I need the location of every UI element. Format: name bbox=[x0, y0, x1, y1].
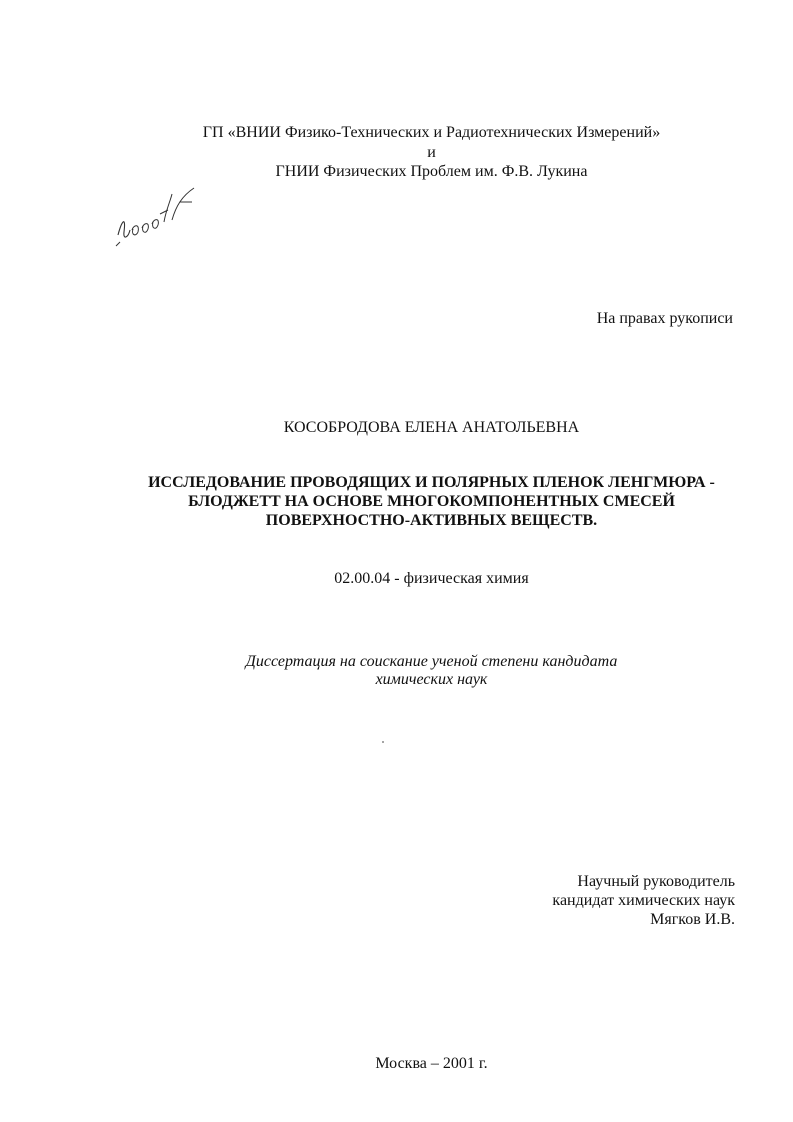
dissertation-line-1: Диссертация на соискание ученой степени кандидата bbox=[245, 653, 618, 670]
city-year-footer: Москва – 2001 г. bbox=[375, 1055, 488, 1072]
specialty-code: 02.00.04 - физическая химия bbox=[334, 570, 529, 587]
institution-conjunction: и bbox=[427, 144, 436, 161]
institution-line-2: ГНИИ Физических Проблем им. Ф.В. Лукина bbox=[275, 163, 588, 180]
title-line-1: ИССЛЕДОВАНИЕ ПРОВОДЯЩИХ И ПОЛЯРНЫХ ПЛЕНОК ЛЕНГМЮРА - bbox=[148, 474, 715, 491]
manuscript-rights-note: На правах рукописи bbox=[596, 310, 733, 327]
institution-line-1: ГП «ВНИИ Физико-Технических и Радиотехнических Измерений» bbox=[202, 124, 661, 141]
supervisor-name: Мягков И.В. bbox=[650, 911, 735, 928]
dissertation-line-2: химических наук bbox=[375, 671, 488, 688]
author-name: КОСОБРОДОВА ЕЛЕНА АНАТОЛЬЕВНА bbox=[283, 419, 580, 436]
title-line-2: БЛОДЖЕТТ НА ОСНОВЕ МНОГОКОМПОНЕНТНЫХ СМЕСЕЙ bbox=[188, 493, 675, 510]
scan-speck bbox=[382, 741, 384, 743]
handwritten-signature-image bbox=[112, 180, 202, 250]
title-line-3: ПОВЕРХНОСТНО-АКТИВНЫХ ВЕЩЕСТВ. bbox=[265, 512, 598, 529]
supervisor-role: Научный руководитель bbox=[577, 873, 735, 890]
supervisor-degree: кандидат химических наук bbox=[552, 892, 735, 909]
supervisor-block bbox=[552, 872, 735, 929]
